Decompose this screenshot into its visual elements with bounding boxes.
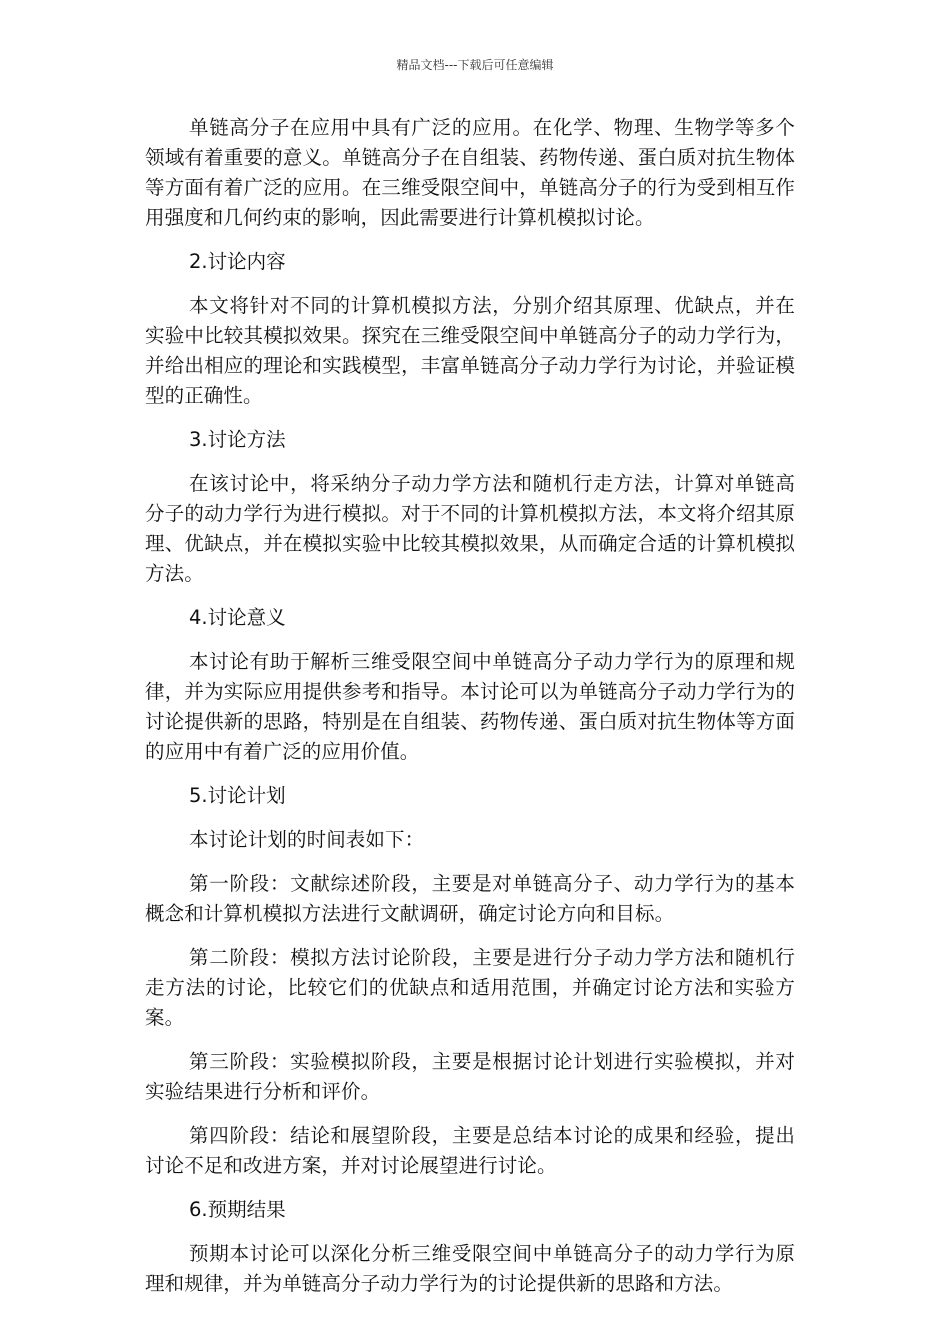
paragraph-stage-2: 第二阶段：模拟方法讨论阶段，主要是进行分子动力学方法和随机行走方法的讨论，比较它们的优缺点和适用范围，并确定讨论方法和实验方案。 [145,946,795,1029]
paragraph-stage-3: 第三阶段：实验模拟阶段，主要是根据讨论计划进行实验模拟，并对实验结果进行分析和评价。 [145,1050,795,1103]
section-heading-content: 2.讨论内容 [189,250,286,273]
paragraph-results: 预期本讨论可以深化分析三维受限空间中单链高分子的动力学行为原理和规律，并为单链高分子动力学行为的讨论提供新的思路和方法。 [145,1242,795,1295]
paragraph-content: 本文将针对不同的计算机模拟方法，分别介绍其原理、优缺点，并在实验中比较其模拟效果。探究在三维受限空间中单链高分子的动力学行为，并给出相应的理论和实践模型，丰富单链高分子动力学行为讨论，并验证模型的正确性。 [145,294,795,407]
paragraph-stage-1: 第一阶段：文献综述阶段，主要是对单链高分子、动力学行为的基本概念和计算机模拟方法进行文献调研，确定讨论方向和目标。 [145,872,795,925]
section-heading-significance: 4.讨论意义 [189,606,286,629]
paragraph-plan-intro: 本讨论计划的时间表如下： [189,828,425,851]
paragraph-stage-4: 第四阶段：结论和展望阶段，主要是总结本讨论的成果和经验，提出讨论不足和改进方案，并对讨论展望进行讨论。 [145,1124,795,1177]
section-heading-method: 3.讨论方法 [189,428,286,451]
section-heading-results: 6.预期结果 [189,1198,286,1221]
page-header: 精品文档---下载后可任意编辑 [396,58,554,72]
paragraph-intro: 单链高分子在应用中具有广泛的应用。在化学、物理、生物学等多个领域有着重要的意义。单链高分子在自组装、药物传递、蛋白质对抗生物体等方面有着广泛的应用。在三维受限空间中，单链高分子的行为受到相互作用强度和几何约束的影响，因此需要进行计算机模拟讨论。 [145,116,795,229]
paragraph-method: 在该讨论中，将采纳分子动力学方法和随机行走方法，计算对单链高分子的动力学行为进行模拟。对于不同的计算机模拟方法，本文将介绍其原理、优缺点，并在模拟实验中比较其模拟效果，从而确定合适的计算机模拟方法。 [145,472,795,585]
document-body [145,113,795,1313]
section-heading-plan: 5.讨论计划 [189,784,286,807]
paragraph-significance: 本讨论有助于解析三维受限空间中单链高分子动力学行为的原理和规律，并为实际应用提供参考和指导。本讨论可以为单链高分子动力学行为的讨论提供新的思路，特别是在自组装、药物传递、蛋白质对抗生物体等方面的应用中有着广泛的应用价值。 [145,650,795,763]
